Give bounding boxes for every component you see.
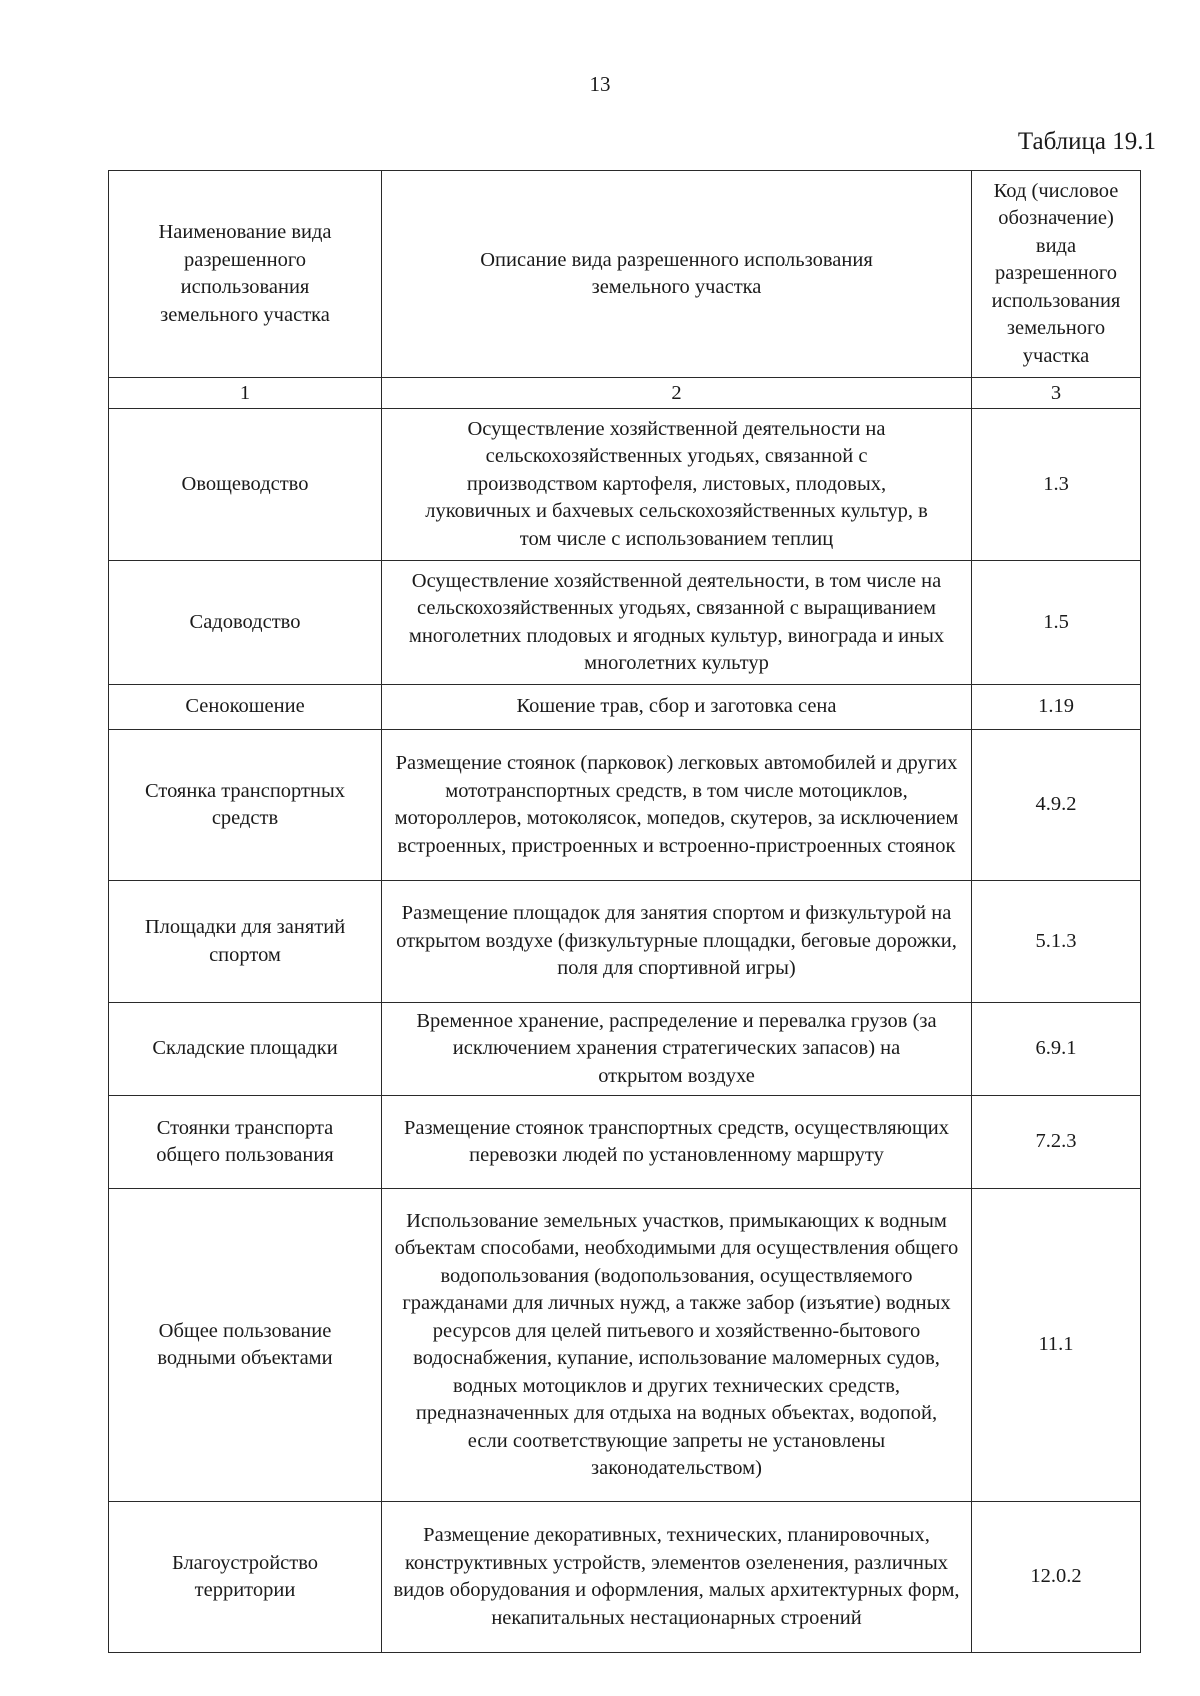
land-use-description: Размещение декоративных, технических, планировочных, конструктивных устройств, элементов озеленения, различных видов оборудования и оформления, малых архитектурных форм, некапитальных нестационарных строений — [382, 1502, 972, 1653]
table-row — [109, 685, 1141, 730]
land-use-name: Стоянка транспортных средств — [109, 730, 382, 881]
land-use-code: 4.9.2 — [972, 730, 1141, 881]
land-use-name: Общее пользование водными объектами — [109, 1189, 382, 1502]
land-use-description: Размещение площадок для занятия спортом и физкультурой на открытом воздухе (физкультурные площадки, беговые дорожки, поля для спортивной игры) — [382, 881, 972, 1003]
land-use-description: Размещение стоянок транспортных средств, осуществляющих перевозки людей по установленному маршруту — [382, 1096, 972, 1189]
column-number: 3 — [972, 378, 1141, 409]
land-use-description: Осуществление хозяйственной деятельности на сельскохозяйственных угодьях, связанной с производством картофеля, листовых, плодовых, луковичных и бахчевых сельскохозяйственных культур, в том числе с использованием теплиц — [382, 409, 972, 561]
table-row — [109, 730, 1141, 881]
table-row — [109, 1003, 1141, 1096]
land-use-description: Размещение стоянок (парковок) легковых автомобилей и других мототранспортных средств, в том числе мотоциклов, мотороллеров, мотоколясок, мопедов, скутеров, за исключением встроенных, пристроенных и встроенно-пристроенных стоянок — [382, 730, 972, 881]
table-row — [109, 1189, 1141, 1502]
land-use-code: 6.9.1 — [972, 1003, 1141, 1096]
land-use-description: Осуществление хозяйственной деятельности, в том числе на сельскохозяйственных угодьях, связанной с выращиванием многолетних плодовых и ягодных культур, винограда и иных многолетних культур — [382, 561, 972, 685]
header-description: Описание вида разрешенного использования земельного участка — [382, 171, 972, 378]
land-use-table-container — [108, 170, 1140, 1653]
column-number-row — [109, 378, 1141, 409]
land-use-name: Сенокошение — [109, 685, 382, 730]
table-row — [109, 561, 1141, 685]
land-use-code: 1.5 — [972, 561, 1141, 685]
land-use-name: Садоводство — [109, 561, 382, 685]
land-use-code: 11.1 — [972, 1189, 1141, 1502]
table-row — [109, 409, 1141, 561]
land-use-code: 1.3 — [972, 409, 1141, 561]
table-row — [109, 881, 1141, 1003]
table-row — [109, 1502, 1141, 1653]
land-use-description: Кошение трав, сбор и заготовка сена — [382, 685, 972, 730]
land-use-description: Временное хранение, распределение и перевалка грузов (за исключением хранения стратегических запасов) на открытом воздухе — [382, 1003, 972, 1096]
land-use-code: 7.2.3 — [972, 1096, 1141, 1189]
land-use-table — [108, 170, 1141, 1653]
land-use-code: 1.19 — [972, 685, 1141, 730]
header-name: Наименование вида разрешенного использования земельного участка — [109, 171, 382, 378]
land-use-name: Площадки для занятий спортом — [109, 881, 382, 1003]
column-number: 2 — [382, 378, 972, 409]
land-use-name: Благоустройство территории — [109, 1502, 382, 1653]
table-row — [109, 1096, 1141, 1189]
land-use-code: 12.0.2 — [972, 1502, 1141, 1653]
land-use-name: Складские площадки — [109, 1003, 382, 1096]
table-caption: Таблица 19.1 — [1017, 128, 1156, 155]
table-header-row — [109, 171, 1141, 378]
page-number: 13 — [589, 72, 611, 96]
header-code: Код (числовое обозначение) вида разрешенного использования земельного участка — [972, 171, 1141, 378]
land-use-name: Стоянки транспорта общего пользования — [109, 1096, 382, 1189]
land-use-code: 5.1.3 — [972, 881, 1141, 1003]
land-use-description: Использование земельных участков, примыкающих к водным объектам способами, необходимыми для осуществления общего водопользования (водопользования, осуществляемого гражданами для личных нужд, а также забор (изъятие) водных ресурсов для целей питьевого и хозяйственно-бытового водоснабжения, купание, использование маломерных судов, водных мотоциклов и других технических средств, предназначенных для отдыха на водных объектах, водопой, если соответствующие запреты не установлены законодательством) — [382, 1189, 972, 1502]
column-number: 1 — [109, 378, 382, 409]
land-use-name: Овощеводство — [109, 409, 382, 561]
